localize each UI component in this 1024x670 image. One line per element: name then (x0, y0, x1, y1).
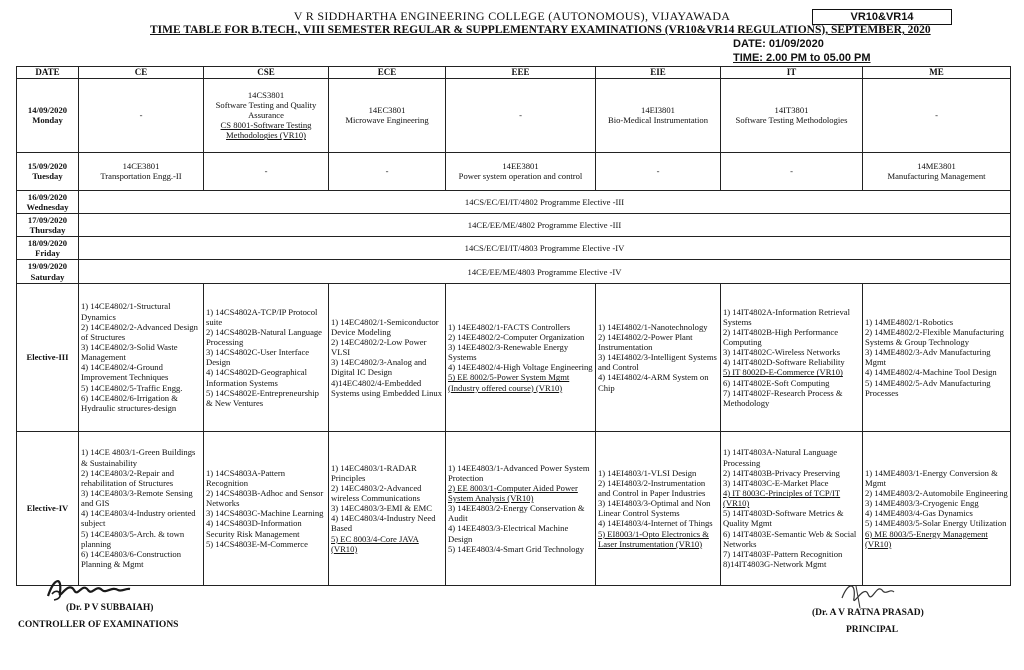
eee-electives (446, 431, 596, 585)
course-item: 3) 14EE4802/3-Renewable Energy Systems (448, 342, 569, 363)
it-cell (721, 78, 863, 152)
course-item: 2) 14EI4802/2-Power Plant Instrumentation (598, 331, 693, 353)
date-text: 19/09/2020 (27, 261, 68, 272)
it-cell: - (721, 152, 863, 190)
header-row (17, 67, 1011, 79)
course-item: 1) 14EI4802/1-Nanotechnology (598, 321, 708, 332)
course-item: 1) 14EE4802/1-FACTS Controllers (448, 321, 571, 332)
cell-line: Assurance (248, 110, 284, 121)
eie-cell (596, 78, 721, 152)
course-item: 1) 14EE4803/1-Advanced Power System Protection (448, 462, 590, 483)
table-row (17, 78, 1011, 152)
course-item: 3) 14CS4802C-User Interface Design (206, 347, 310, 368)
cell-line: 14CE3801 (122, 160, 160, 171)
course-item: 4) 14EE4802/4-High Voltage Engineering (448, 362, 593, 373)
course-item: 7) 14IT4802F-Research Process & Methodology (723, 387, 843, 408)
course-item: 6) 14CE4802/6-Irrigation & Hydraulic structures-design (81, 392, 178, 413)
course-item: 5) EI8003/1-Opto Electronics & Laser Instrumentation (VR10) (598, 528, 709, 549)
controller-title: CONTROLLER OF EXAMINATIONS (18, 620, 179, 630)
course-item: 2) 14ME4803/2-Automobile Engineering (865, 487, 1008, 498)
ece-electives (329, 431, 446, 585)
course-item: 2) 14EE4802/2-Computer Organization (448, 331, 585, 342)
me-electives (863, 283, 1011, 431)
date-cell (17, 213, 79, 236)
course-item: 1) 14IT4803A-Natural Language Processing (723, 447, 838, 468)
course-item: 3) 14ME4802/3-Adv Manufacturing Mgmt (865, 347, 991, 368)
course-item: 5) 14CE4803/5-Arch. & town planning (81, 528, 185, 549)
course-item: 4) 14CE4802/4-Ground Improvement Techniques (81, 362, 169, 383)
course-item: 4) 14IT4802D-Software Reliability (723, 357, 845, 368)
course-item: 2) 14EC4802/2-Low Power VLSI (331, 336, 427, 358)
course-item: 1) 14CS4803A-Pattern Recognition (206, 467, 286, 488)
cell-line: Transportation Engg.-II (100, 171, 182, 182)
issue-date: DATE: 01/09/2020 (733, 38, 824, 50)
course-item: 2) 14IT4802B-High Performance Computing (723, 326, 839, 347)
cell-line: Manufacturing Management (887, 171, 986, 182)
date-cell (17, 78, 79, 152)
ece-cell (329, 78, 446, 152)
elective-iii-row (17, 283, 1011, 431)
course-item: 3) 14ME4803/3-Cryogenic Engg (865, 498, 979, 509)
ce-electives (79, 431, 204, 585)
it-electives (721, 283, 863, 431)
course-item: 5) 14CE4802/5-Traffic Engg. (81, 382, 183, 393)
ce-electives (79, 283, 204, 431)
date-text: 14/09/2020 (27, 104, 68, 115)
course-item: 5) 14EE4803/4-Smart Grid Technology (448, 543, 585, 554)
table-row (17, 190, 1011, 213)
course-item: 3) 14IT4802C-Wireless Networks (723, 347, 841, 358)
ece-electives (329, 283, 446, 431)
course-item: 8)14IT4803G-Network Mgmt (723, 558, 827, 569)
cell-line: Software Testing and Quality (215, 99, 317, 110)
date-cell (17, 190, 79, 213)
cell-line: 14EE3801 (502, 160, 539, 171)
ce-cell (79, 152, 204, 190)
it-electives (721, 431, 863, 585)
cse-cell: - (204, 152, 329, 190)
col-it: IT (721, 67, 863, 79)
table-row (17, 213, 1011, 236)
cell-line: Software Testing Methodologies (735, 115, 848, 126)
course-item: 2) EE 8003/1-Computer Aided Power System Analysis (VR10) (448, 482, 578, 504)
course-item: 3) 14CE4802/3-Solid Waste Management (81, 342, 178, 363)
course-item: 6) 14IT4803E-Semantic Web & Social Networks (723, 528, 857, 549)
elective-iv-row (17, 431, 1011, 585)
day-text: Wednesday (26, 201, 69, 212)
document-header (0, 0, 1024, 66)
principal-name: (Dr. A V RATNA PRASAD) (812, 608, 924, 618)
course-item: 4) 14EE4803/3-Electrical Machine Design (448, 523, 569, 544)
col-me: ME (863, 67, 1011, 79)
table-row (17, 152, 1011, 190)
timetable (16, 66, 1011, 586)
course-item: 4) IT 8003C-Principles of TCP/IT (VR10) (723, 487, 841, 509)
day-text: Thursday (29, 225, 66, 236)
regulations-box: VR10&VR14 (812, 9, 952, 25)
cell-line: 14EC3801 (368, 104, 406, 115)
course-item: 4) 14ME4803/4-Gas Dynamics (865, 508, 973, 519)
eie-cell: - (596, 152, 721, 190)
date-cell (17, 237, 79, 260)
course-item: 1) 14ME4802/1-Robotics (865, 316, 954, 327)
date-text: 17/09/2020 (27, 214, 68, 225)
cell-line: 14EI3801 (641, 104, 675, 115)
col-eie: EIE (596, 67, 721, 79)
cell-line: CS 8001-Software Testing (220, 120, 312, 131)
col-date: DATE (17, 67, 79, 79)
course-item: 2) 14CE4803/2-Repair and rehabilitation of Structures (81, 467, 175, 488)
course-item: 3) 14EI4803/3-Optimal and Non Linear Control Systems (598, 498, 711, 519)
exam-time: TIME: 2.00 PM to 05.00 PM (733, 52, 871, 64)
course-item: 6) 14IT4802E-Soft Computing (723, 377, 830, 388)
course-item: 5) EC 8003/4-Core JAVA (VR10) (331, 533, 419, 554)
elective-span-cell: 14CS/EC/EI/IT/4802 Programme Elective -III (79, 190, 1011, 213)
course-item: 6) 14CE4803/6-Construction Planning & Mgmt (81, 548, 182, 569)
course-item: 3) 14CE4803/3-Remote Sensing and GIS (81, 487, 193, 509)
date-cell (17, 152, 79, 190)
course-item: 3) 14EE4803/2-Energy Conservation & Audit (448, 503, 585, 524)
course-item: 5) EE 8002/5-Power System Mgmt (Industry offered course) (VR10) (448, 372, 570, 393)
course-item: 3) 14EI4802/3-Intelligent Systems and Control (598, 352, 717, 373)
course-item: 5) 14ME4802/5-Adv Manufacturing Processes (865, 377, 991, 398)
course-item: 2) 14ME4802/2-Flexible Manufacturing Systems & Group Technology (865, 326, 1004, 347)
cell-line: Power system operation and control (458, 171, 583, 182)
eee-cell: - (446, 78, 596, 152)
elective-span-cell: 14CE/EE/ME/4802 Programme Elective -III (79, 213, 1011, 236)
elective-iv-label: Elective-IV (17, 431, 79, 585)
course-item: 1) 14CE 4803/1-Green Buildings & Sustainability (81, 447, 196, 468)
course-item: 3) 14EC4802/3-Analog and Digital IC Design (331, 357, 427, 378)
college-name: V R SIDDHARTHA ENGINEERING COLLEGE (AUTONOMOUS), VIJAYAWADA (293, 9, 731, 23)
course-item: 1) 14CS4802A-TCP/IP Protocol suite (206, 306, 318, 327)
course-item: 4)14EC4802/4-Embedded Systems using Embedded Linux (331, 377, 442, 398)
me-electives (863, 431, 1011, 585)
col-cse: CSE (204, 67, 329, 79)
eie-electives (596, 283, 721, 431)
ce-cell: - (79, 78, 204, 152)
col-ece: ECE (329, 67, 446, 79)
cell-line: 14IT3801 (774, 104, 809, 115)
eie-electives (596, 431, 721, 585)
course-item: 1) 14IT4802A-Information Retrieval Systems (723, 306, 850, 327)
cse-electives (204, 283, 329, 431)
day-text: Saturday (30, 271, 65, 282)
course-item: 7) 14IT4803F-Pattern Recognition (723, 548, 843, 559)
day-text: Tuesday (32, 171, 63, 182)
course-item: 5) 14IT4803D-Software Metrics & Quality Mgmt (723, 508, 844, 529)
day-text: Monday (32, 115, 63, 126)
course-item: 1) 14ME4803/1-Energy Conversion & Mgmt (865, 467, 998, 488)
course-item: 3) 14EC4803/3-EMI & EMC (331, 503, 432, 514)
elective-span-cell: 14CS/EC/EI/IT/4803 Programme Elective -IV (79, 237, 1011, 260)
cell-line: Methodologies (VR10) (226, 130, 306, 141)
course-item: 6) ME 8003/5-Energy Management (VR10) (865, 528, 988, 549)
course-item: 4) 14CS4802D-Geographical Information Systems (206, 367, 307, 388)
course-item: 5) 14ME4803/5-Solar Energy Utilization (865, 518, 1007, 529)
elective-span-cell: 14CE/EE/ME/4803 Programme Elective -IV (79, 260, 1011, 283)
course-item: 2) 14EC4803/2-Advanced wireless Communications (331, 482, 422, 504)
cell-line: 14ME3801 (917, 160, 956, 171)
course-item: 2) 14CS4803B-Adhoc and Sensor Networks (206, 487, 324, 509)
course-item: 2) 14EI4803/2-Instrumentation and Control in Paper Industries (598, 477, 706, 498)
cse-cell (204, 78, 329, 152)
course-item: 5) 14CS4803E-M-Commerce (206, 538, 308, 549)
course-item: 1) 14EC4803/1-RADAR Principles (331, 462, 417, 483)
course-item: 2) 14CS4802B-Natural Language Processing (206, 326, 322, 347)
timetable-title: TIME TABLE FOR B.TECH., VIII SEMESTER REGULAR & SUPPLEMENTARY EXAMINATIONS (VR10&VR14 REGULATIONS), SEPTEMBER, 2020 (150, 24, 931, 36)
course-item: 2) 14IT4803B-Privacy Preserving (723, 467, 840, 478)
course-item: 4) 14CE4803/4-Industry oriented subject (81, 508, 196, 529)
controller-name: (Dr. P V SUBBAIAH) (66, 603, 154, 613)
course-item: 2) 14CE4802/2-Advanced Design of Structures (81, 321, 198, 342)
cell-line: Bio-Medical Instrumentation (608, 115, 708, 126)
course-item: 1) 14CE4802/1-Structural Dynamics (81, 301, 171, 322)
table-row (17, 260, 1011, 283)
course-item: 1) 14EC4802/1-Semiconductor Device Modeling (331, 316, 439, 337)
course-item: 4) 14EI4802/4-ARM System on Chip (598, 372, 709, 393)
cell-line: Microwave Engineering (345, 115, 429, 126)
col-ce: CE (79, 67, 204, 79)
ece-cell: - (329, 152, 446, 190)
date-text: 18/09/2020 (27, 238, 68, 249)
cse-electives (204, 431, 329, 585)
principal-title: PRINCIPAL (846, 625, 899, 635)
me-cell: - (863, 78, 1011, 152)
course-item: 4) 14CS4803D-Information Security Risk Management (206, 518, 302, 539)
course-item: 3) 14CS4803C-Machine Learning (206, 508, 324, 519)
day-text: Friday (35, 248, 60, 259)
me-cell (863, 152, 1011, 190)
cell-line: 14CS3801 (247, 89, 285, 100)
course-item: 4) 14EC4803/4-Industry Need Based (331, 513, 436, 534)
date-cell (17, 260, 79, 283)
table-row (17, 237, 1011, 260)
course-item: 3) 14IT4803C-E-Market Place (723, 477, 829, 488)
eee-cell (446, 152, 596, 190)
course-item: 1) 14EI4803/1-VLSI Design (598, 467, 697, 478)
course-item: 4) 14EI4803/4-Internet of Things (598, 518, 713, 529)
eee-electives (446, 283, 596, 431)
course-item: 4) 14ME4802/4-Machine Tool Design (865, 367, 997, 378)
elective-iii-label: Elective-III (17, 283, 79, 431)
course-item: 5) IT 8002D-E-Commerce (VR10) (723, 367, 843, 378)
course-item: 5) 14CS4802E-Entrepreneurship & New Ventures (206, 387, 319, 408)
col-eee: EEE (446, 67, 596, 79)
date-text: 15/09/2020 (27, 160, 68, 171)
date-text: 16/09/2020 (27, 191, 68, 202)
